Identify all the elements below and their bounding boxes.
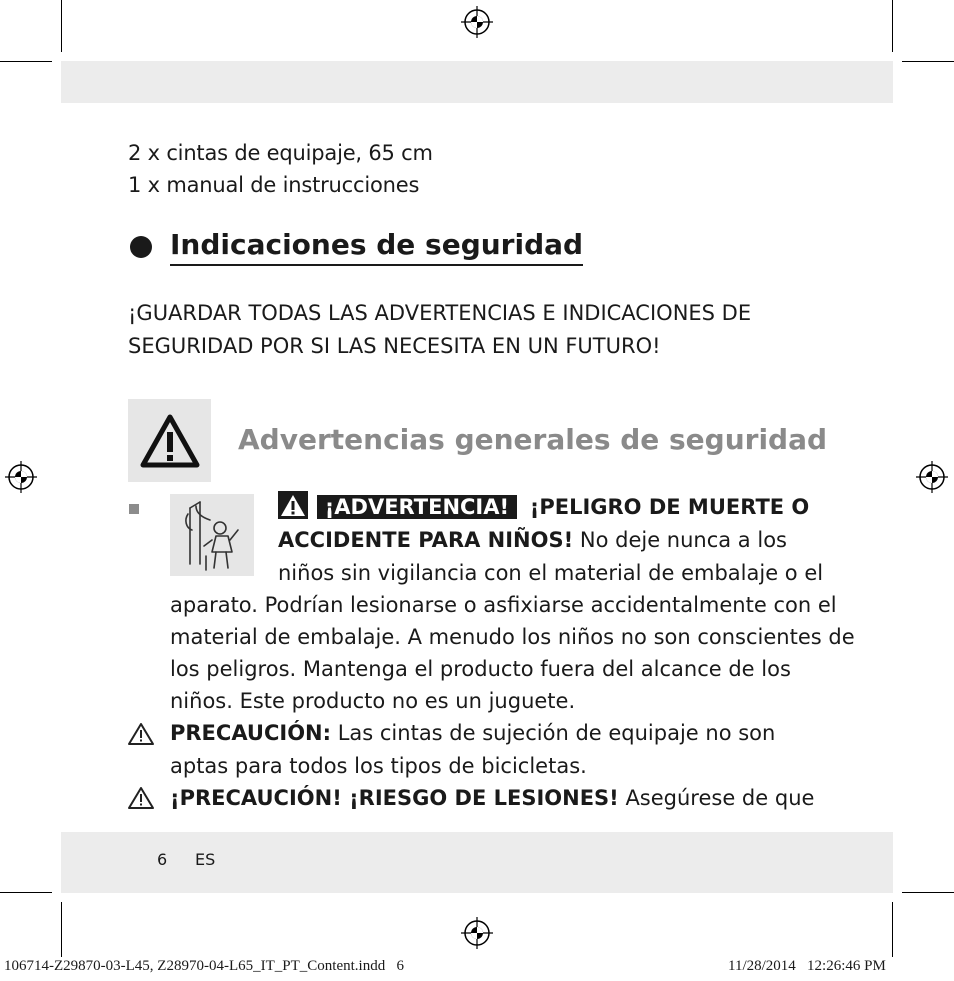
section-title: Indicaciones de seguridad	[170, 228, 583, 266]
caution-text: Asegúrese de que	[618, 786, 815, 810]
child-hazard-icon	[170, 494, 254, 576]
language-code: ES	[195, 850, 216, 869]
warning-text: niños sin vigilancia con el material de embalaje o el	[278, 561, 824, 585]
general-warnings-title: Advertencias generales de seguridad	[238, 423, 828, 456]
warning-line	[278, 495, 809, 519]
contents-item: 1 x manual de instrucciones	[128, 173, 420, 197]
crop-mark	[892, 0, 893, 52]
registration-mark-icon	[461, 917, 493, 949]
caution-triangle-icon	[127, 722, 155, 746]
footer-bar	[61, 832, 893, 893]
warning-heading: ACCIDENTE PARA NIÑOS!	[278, 528, 574, 552]
crop-mark	[61, 0, 62, 52]
round-bullet-icon	[130, 236, 152, 258]
caution-triangle-icon	[127, 786, 155, 810]
registration-mark-icon	[461, 6, 493, 38]
registration-mark-icon	[5, 461, 37, 493]
caution-line	[170, 782, 814, 814]
warning-triangle-icon	[278, 491, 308, 519]
warning-text: niños. Este producto no es un juguete.	[170, 689, 576, 713]
caution-label: ¡PRECAUCIÓN! ¡RIESGO DE LESIONES!	[170, 786, 619, 810]
caution-label: PRECAUCIÓN:	[170, 721, 332, 745]
header-bar	[61, 61, 893, 103]
warning-heading: ¡PELIGRO DE MUERTE O	[529, 495, 810, 519]
crop-mark	[902, 61, 954, 62]
slug-file: 106714-Z29870-03-L45, Z28970-04-L65_IT_PT_Content.indd 6	[4, 958, 404, 974]
warning-triangle-icon	[139, 413, 201, 469]
contents-item: 2 x cintas de equipaje, 65 cm	[128, 141, 433, 165]
warning-paragraph	[278, 491, 838, 523]
warning-icon-box	[128, 399, 211, 482]
registration-mark-icon	[916, 461, 948, 493]
section-heading	[130, 228, 583, 266]
page-number: 6	[157, 850, 168, 869]
crop-mark	[61, 902, 62, 957]
warning-badge: ¡ADVERTENCIA!	[317, 495, 517, 519]
warning-text: aparato. Podrían lesionarse o asfixiarse accidentalmente con el	[170, 593, 837, 617]
crop-mark	[902, 892, 954, 893]
crop-mark	[892, 902, 893, 957]
caution-text: Las cintas de sujeción de equipaje no son	[331, 721, 776, 745]
crop-mark	[0, 61, 52, 62]
warning-text: No deje nunca a los	[573, 528, 787, 552]
warning-text: los peligros. Mantenga el producto fuera del alcance de los	[170, 657, 791, 681]
slug-date: 11/28/2014 12:26:46 PM	[728, 958, 886, 974]
warning-line	[278, 524, 787, 556]
square-bullet-icon	[129, 504, 139, 514]
caution-text: aptas para todos los tipos de bicicletas.	[170, 754, 587, 778]
crop-mark	[0, 892, 52, 893]
caution-line	[170, 717, 775, 749]
warning-text: material de embalaje. A menudo los niños no son conscientes de	[170, 625, 855, 649]
safety-notice: ¡GUARDAR TODAS LAS ADVERTENCIAS E INDICACIONES DE SEGURIDAD POR SI LAS NECESITA EN UN FUTURO!	[128, 301, 752, 358]
